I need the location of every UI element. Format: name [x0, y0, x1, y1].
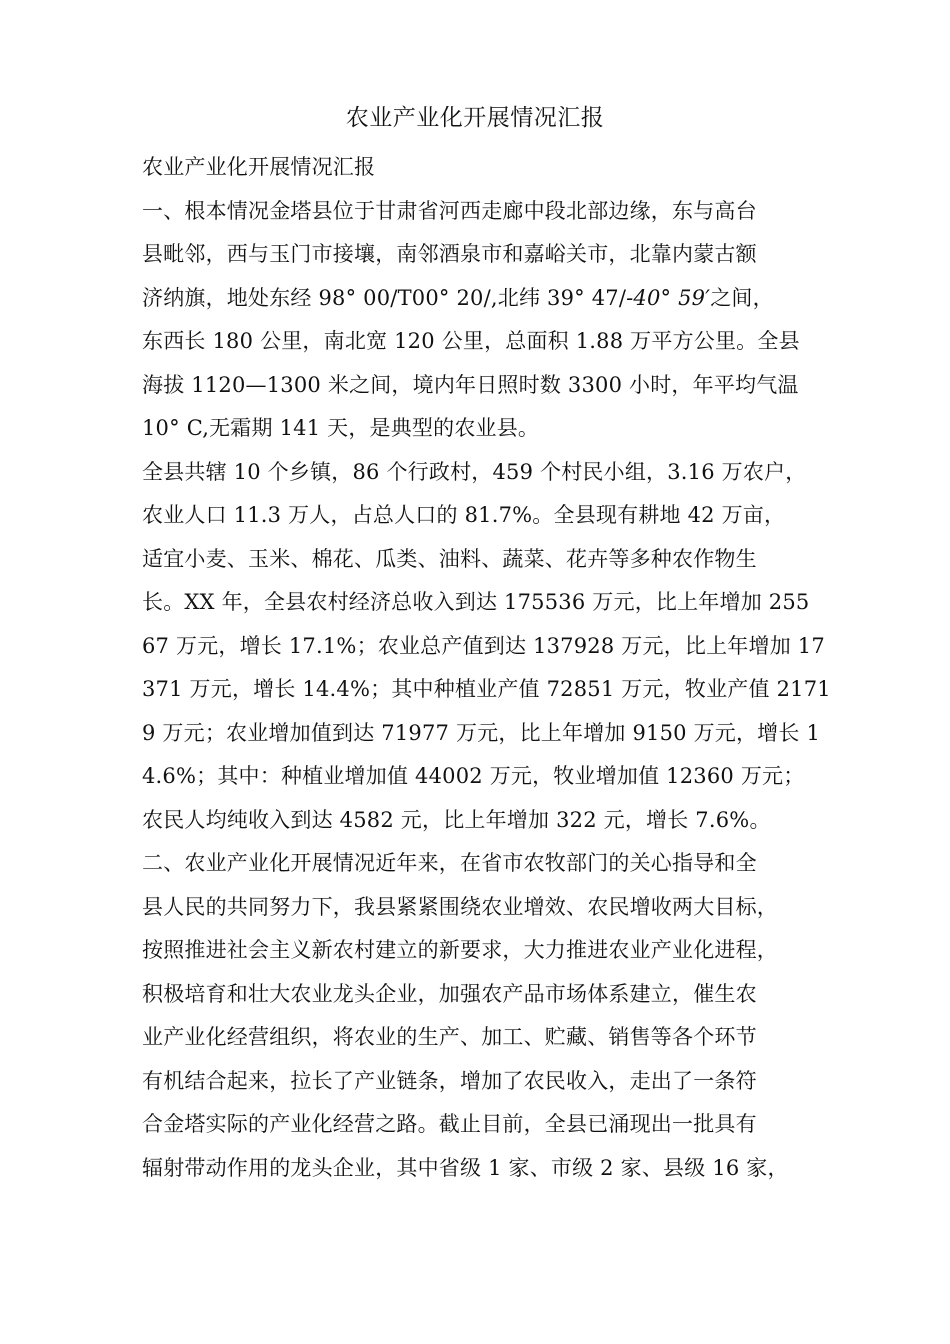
text-line: 辐射带动作用的龙头企业，其中省级 1 家、市级 2 家、县级 16 家， [142, 1155, 789, 1180]
text-line: 长。XX 年，全县农村经济总收入到达 175536 万元，比上年增加 255 [142, 590, 810, 614]
text-line: 农业人口 11.3 万人，占总人口的 81.7%。全县现有耕地 42 万亩， [142, 503, 786, 527]
text-line: 适宜小麦、玉米、棉花、瓜类、油料、蔬菜、花卉等多种农作物生 [142, 546, 757, 571]
text-line: 东西长 180 公里，南北宽 120 公里，总面积 1.88 万平方公里。全县 [142, 329, 800, 353]
text-line: 10° C,无霜期 141 天，是典型的农业县。 [142, 416, 540, 440]
text-line [142, 277, 812, 321]
text-line: 二、农业产业化开展情况近年来，在省市农牧部门的关心指导和全 [142, 851, 757, 875]
text-line: 农业产业化开展情况汇报 [142, 155, 376, 179]
document-body [142, 146, 831, 1190]
text-segment: 之间， [710, 285, 774, 310]
text-segment: 济纳旗，地处东经 98° 00/T00° 20/,北纬 39° 47/ [142, 285, 627, 310]
text-line: 按照推进社会主义新农村建立的新要求，大力推进农业产业化进程， [142, 938, 778, 962]
text-line: 海拔 1120—1300 米之间，境内年日照时数 3300 小时，年平均气温 [142, 372, 799, 397]
text-line: 4.6%；其中：种植业增加值 44002 万元，牧业增加值 12360 万元； [142, 764, 805, 788]
text-line: 农民人均纯收入到达 4582 元，比上年增加 322 元，增长 7.6%。 [142, 807, 771, 832]
text-line: 合金塔实际的产业化经营之路。截止目前，全县已涌现出一批具有 [142, 1112, 757, 1136]
italic-text-segment: -40° 59′ [626, 285, 711, 310]
text-line: 371 万元，增长 14.4%；其中种植业产值 72851 万元，牧业产值 2171 [142, 677, 831, 701]
text-line: 全县共辖 10 个乡镇，86 个行政村，459 个村民小组，3.16 万农户， [142, 459, 807, 484]
document-title: 农业产业化开展情况汇报 [345, 105, 605, 131]
text-line: 一、根本情况金塔县位于甘肃省河西走廊中段北部边缘，东与高台 [142, 198, 757, 223]
text-line: 有机结合起来，拉长了产业链条，增加了农民收入，走出了一条符 [142, 1068, 757, 1093]
text-line: 业产业化经营组织，将农业的生产、加工、贮藏、销售等各个环节 [142, 1025, 757, 1049]
text-line: 积极培育和壮大农业龙头企业，加强农产品市场体系建立，催生农 [142, 981, 757, 1006]
text-line: 县人民的共同努力下，我县紧紧围绕农业增效、农民增收两大目标， [142, 894, 778, 919]
text-line: 67 万元，增长 17.1%；农业总产值到达 137928 万元，比上年增加 17 [142, 633, 825, 658]
text-line: 县毗邻，西与玉门市接壤，南邻酒泉市和嘉峪关市，北靠内蒙古额 [142, 242, 757, 266]
text-line: 9 万元；农业增加值到达 71977 万元，比上年增加 9150 万元，增长 1 [142, 720, 821, 745]
